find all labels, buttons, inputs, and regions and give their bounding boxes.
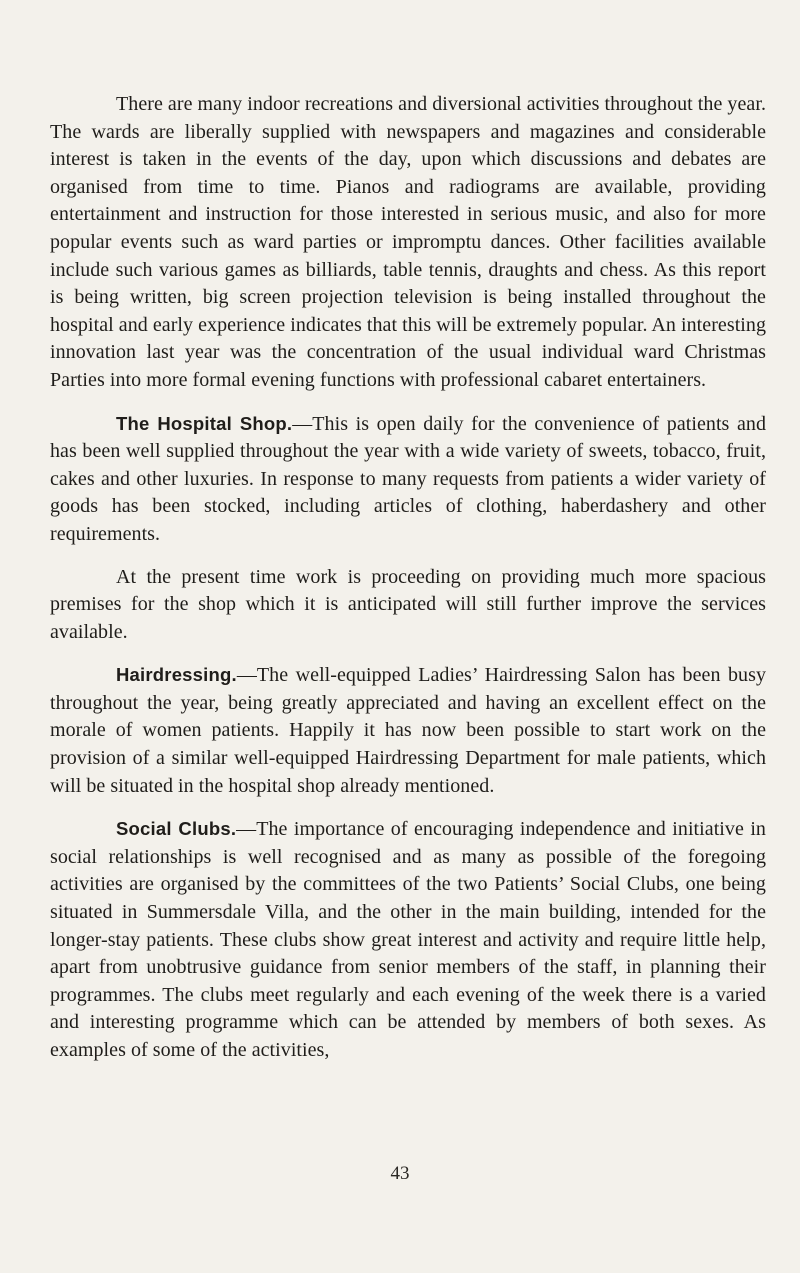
paragraph-text: —The well-equipped Ladies’ Hairdressing Salon has been busy throughout the year, being greatly appreciated and having an excellent effect on the morale of women patients. Happily it has now been possible to start work on the provision of a similar well-equipped Hairdressing Department for male patients, which will be situated in the hospital shop already mentioned.	[50, 664, 766, 797]
page-number: 43	[390, 1163, 410, 1184]
section-heading-hospital-shop: The Hospital Shop.	[116, 412, 293, 434]
paragraph-recreations	[50, 91, 766, 395]
paragraph-text: At the present time work is proceeding on providing much more spacious premises for the shop which it is anticipated will still further improve the services available.	[50, 565, 766, 643]
section-heading-hairdressing: Hairdressing.	[116, 664, 237, 686]
paragraph-hairdressing	[50, 661, 766, 800]
paragraph-text: —The importance of encouraging independence and initiative in social relationships is well recognised and as many as possible of the foregoing activities are organised by the committees of the two Patients’ Social Clubs, one being situated in Summersdale Villa, and the other in the main building, intended for the longer-stay patients. These clubs show great interest and activity and require little help, apart from unobtrusive guidance from senior members of the staff, in planning their programmes. The clubs meet regularly and each evening of the week there is a varied and interesting programme which can be attended by members of both sexes. As examples of some of the activities,	[50, 818, 766, 1061]
paragraph-shop-premises	[50, 564, 766, 647]
paragraph-social-clubs	[50, 815, 766, 1064]
section-heading-social-clubs: Social Clubs.	[116, 818, 237, 840]
paragraph-hospital-shop	[50, 410, 766, 549]
paragraph-text: —This is open daily for the convenience of patients and has been well supplied throughout the year with a wide variety of sweets, tobacco, fruit, cakes and other luxuries. In response to many requests from patients a wider variety of goods has been stocked, including articles of clothing, haberdashery and other requirements.	[50, 412, 767, 545]
paragraph-text: There are many indoor recreations and diversional activities throughout the year. The wards are liberally supplied with newspapers and magazines and considerable interest is taken in the events of the day, upon which discussions and debates are organised from time to time. Pianos and radiograms are available, providing entertainment and instruction for those interested in serious music, and also for more popular events such as ward parties or impromptu dances. Other facilities available include such various games as billiards, table tennis, draughts and chess. As this report is being written, big screen projection television is being installed throughout the hospital and early experience indicates that this will be extremely popular. An interesting innovation last year was the concentration of the usual individual ward Christmas Parties into more formal evening functions with professional cabaret entertainers.	[50, 93, 767, 391]
document-body	[50, 91, 766, 1065]
